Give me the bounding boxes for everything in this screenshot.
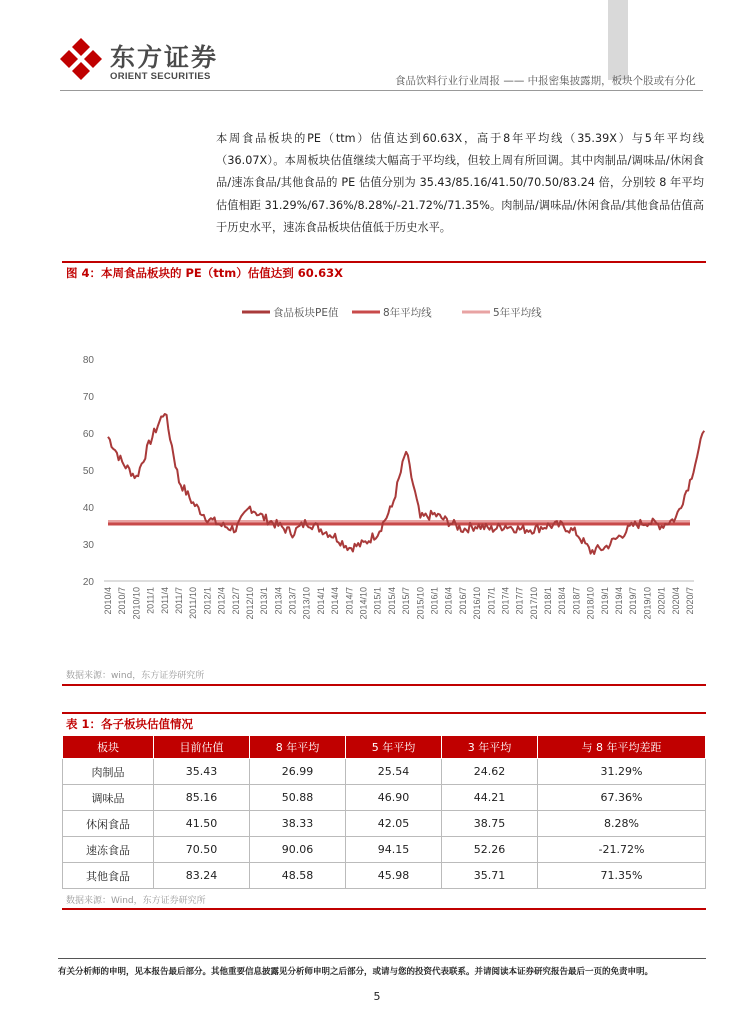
chart-series-group (108, 411, 704, 554)
table-cell: 52.26 (442, 837, 538, 863)
table-cell: 94.15 (346, 837, 442, 863)
table-cell: 38.75 (442, 811, 538, 837)
x-tick-label: 2017/7 (514, 587, 525, 615)
table-row (63, 785, 706, 811)
table-cell: 休闲食品 (63, 811, 154, 837)
x-tick-label: 2013/4 (273, 587, 284, 615)
figure-title: 图 4：本周食品板块的 PE（ttm）估值达到 60.63X (66, 266, 344, 280)
x-tick-label: 2018/1 (543, 587, 554, 615)
table-cell: 31.29% (538, 759, 706, 785)
y-tick-label: 60 (82, 429, 94, 440)
table-cell: 85.16 (154, 785, 250, 811)
x-tick-label: 2017/4 (500, 587, 511, 615)
x-tick-label: 2014/1 (315, 587, 326, 615)
y-tick-label: 20 (82, 577, 94, 588)
table-cell: 26.99 (250, 759, 346, 785)
x-tick-label: 2010/10 (131, 587, 142, 620)
x-tick-label: 2011/10 (188, 587, 199, 619)
y-tick-label: 50 (82, 466, 94, 477)
pe-line-chart (62, 292, 706, 654)
x-tick-label: 2010/4 (103, 587, 113, 615)
table-cell: 38.33 (250, 811, 346, 837)
x-tick-label: 2014/10 (358, 587, 369, 620)
table-header-row (63, 736, 706, 759)
table-header-cell: 板块 (63, 736, 154, 759)
x-tick-label: 2018/7 (571, 587, 582, 615)
x-tick-label: 2012/4 (216, 587, 227, 615)
table-cell: 肉制品 (63, 759, 154, 785)
x-tick-label: 2016/1 (429, 587, 440, 615)
x-tick-label: 2013/1 (259, 587, 270, 615)
y-tick-label: 40 (82, 503, 94, 514)
x-tick-label: 2020/4 (670, 587, 681, 615)
company-logo (58, 36, 218, 86)
x-tick-label: 2014/7 (344, 587, 355, 615)
legend-label: 食品板块PE值 (273, 307, 339, 319)
table-cell: 速冻食品 (63, 837, 154, 863)
table-cell: 35.43 (154, 759, 250, 785)
table-header-cell: 目前估值 (154, 736, 250, 759)
x-tick-label: 2015/10 (415, 587, 426, 620)
table-cell: 35.71 (442, 863, 538, 889)
logo-mark-icon (58, 36, 104, 82)
footer-disclaimer: 有关分析师的申明，见本报告最后部分。其他重要信息披露见分析师申明之后部分，或请与您的投资代表联系。并请阅读本证券研究报告最后一页的免责申明。 (58, 967, 654, 977)
table-cell: 24.62 (442, 759, 538, 785)
table-cell: 8.28% (538, 811, 706, 837)
x-tick-label: 2016/7 (457, 587, 468, 615)
table-cell: -21.72% (538, 837, 706, 863)
x-tick-label: 2019/7 (628, 587, 639, 615)
table-cell: 48.58 (250, 863, 346, 889)
x-tick-label: 2013/7 (287, 587, 298, 615)
valuation-table (62, 735, 706, 889)
table-header-cell: 5 年平均 (346, 736, 442, 759)
table-cell: 25.54 (346, 759, 442, 785)
x-tick-label: 2011/7 (173, 587, 184, 614)
table-row (63, 759, 706, 785)
chart-legend (242, 306, 542, 319)
x-tick-label: 2020/7 (685, 587, 695, 615)
header-divider (60, 90, 703, 91)
x-tick-label: 2014/4 (330, 587, 341, 615)
x-tick-label: 2012/7 (230, 587, 241, 615)
table-row (63, 837, 706, 863)
table-row (63, 863, 706, 889)
x-tick-label: 2019/1 (599, 587, 610, 615)
y-tick-label: 30 (82, 540, 94, 551)
x-tick-label: 2015/4 (386, 587, 397, 615)
x-tick-label: 2015/1 (372, 587, 383, 615)
x-tick-label: 2019/4 (614, 587, 625, 615)
x-tick-label: 2010/7 (117, 587, 128, 615)
table-header-cell: 3 年平均 (442, 736, 538, 759)
x-tick-label: 2018/4 (557, 587, 568, 615)
summary-paragraph: 本周食品板块的PE（ttm）估值达到60.63X，高于8年平均线（35.39X）与5年平均线（36.07X）。本周板块估值继续大幅高于平均线，但较上周有所回调。其中肉制品/调味品/休闲食品/速冻食品/其他食品的 PE 估值分别为 35.43/85.16/41.50/70.50/83.24 倍，分别较 8 年平均估值相距 31.29%/67.36%/8.28%/-21.72%/71.35%。肉制品/调味品/休闲食品/其他食品估值高于历史水平，速冻食品板块估值低于历史水平。 (216, 132, 704, 234)
report-title: 食品饮料行业行业周报 —— 中报密集披露期，板块个股或有分化 (395, 75, 696, 87)
header-decoration-bar (608, 0, 628, 80)
chart-y-axis (83, 355, 95, 588)
table-bottom-rule (62, 908, 706, 910)
table-cell: 44.21 (442, 785, 538, 811)
page-number: 5 (373, 990, 381, 1003)
table-cell: 41.50 (154, 811, 250, 837)
x-tick-label: 2012/10 (244, 587, 255, 620)
table-cell: 46.90 (346, 785, 442, 811)
x-tick-label: 2017/10 (528, 587, 539, 620)
chart-x-axis (103, 581, 695, 620)
table-cell: 45.98 (346, 863, 442, 889)
table-cell: 90.06 (250, 837, 346, 863)
table-row (63, 811, 706, 837)
table-cell: 83.24 (154, 863, 250, 889)
footer-divider (58, 958, 706, 959)
x-tick-label: 2011/4 (159, 587, 170, 614)
table-cell: 70.50 (154, 837, 250, 863)
table-cell: 42.05 (346, 811, 442, 837)
x-tick-label: 2015/7 (401, 587, 412, 615)
y-tick-label: 70 (82, 392, 94, 403)
logo-text-en: ORIENT SECURITIES (110, 71, 211, 82)
x-tick-label: 2011/1 (145, 587, 156, 614)
x-tick-label: 2020/1 (656, 587, 667, 615)
table-top-rule (62, 712, 706, 714)
figure-bottom-rule (62, 684, 706, 686)
series-line-pe (108, 414, 704, 554)
figure-top-rule (62, 261, 706, 263)
x-tick-label: 2012/1 (202, 587, 213, 615)
x-tick-label: 2016/10 (472, 587, 483, 620)
logo-text-cn: 东方证券 (110, 43, 219, 72)
x-tick-label: 2018/10 (585, 587, 596, 620)
table-cell: 50.88 (250, 785, 346, 811)
x-tick-label: 2019/10 (642, 587, 653, 620)
table-cell: 67.36% (538, 785, 706, 811)
table-cell: 调味品 (63, 785, 154, 811)
figure-source: 数据来源：wind，东方证券研究所 (66, 671, 205, 681)
table-title: 表 1：各子板块估值情况 (66, 717, 194, 731)
table-cell: 71.35% (538, 863, 706, 889)
y-tick-label: 80 (82, 355, 94, 366)
x-tick-label: 2016/4 (443, 587, 454, 615)
table-source: 数据来源：Wind，东方证券研究所 (66, 896, 206, 906)
table-header-cell: 8 年平均 (250, 736, 346, 759)
x-tick-label: 2017/1 (486, 587, 497, 615)
x-tick-label: 2013/10 (301, 587, 312, 620)
table-header-cell: 与 8 年平均差距 (538, 736, 706, 759)
legend-label: 5年平均线 (493, 307, 542, 319)
legend-label: 8年平均线 (383, 307, 432, 319)
table-cell: 其他食品 (63, 863, 154, 889)
